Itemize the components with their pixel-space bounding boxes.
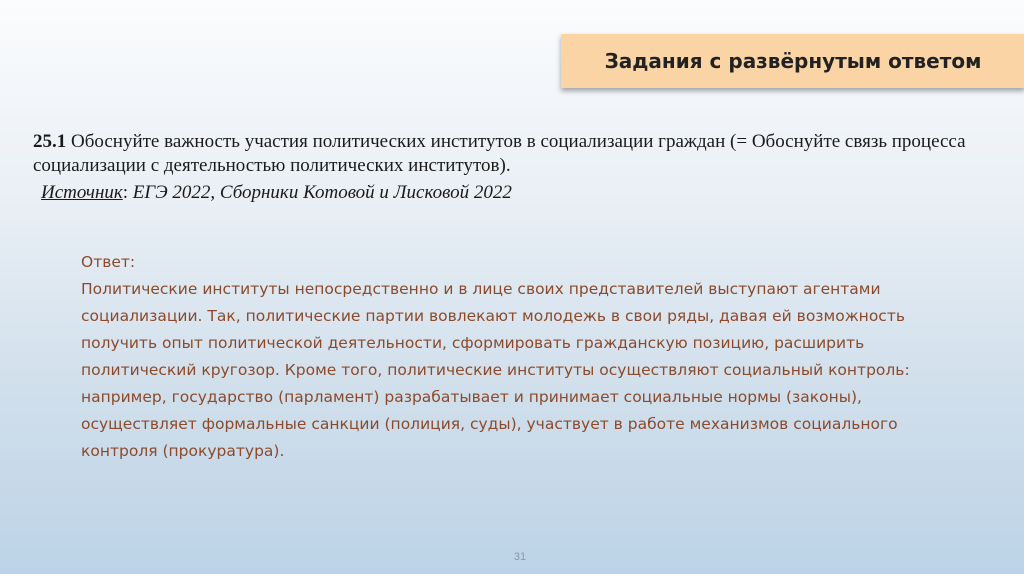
question-number: 25.1 <box>33 131 67 152</box>
source-value: ЕГЭ 2022, Сборники Котовой и Лисковой 2022 <box>132 182 512 203</box>
slide-title: Задания с развёрнутым ответом <box>604 49 982 73</box>
question-block <box>33 130 993 178</box>
answer-label: Ответ: <box>81 253 136 271</box>
title-banner <box>561 34 1024 88</box>
answer-block <box>81 249 961 465</box>
answer-text: Политические институты непосредственно и в лице своих представителей выступают агентами социализации. Так, политические партии вовлекают молодежь в свои ряды, давая ей возможность получить опыт политической деятельности, сформировать гражданскую позицию, расширить политический кругозор. Кроме того, политические институты осуществляют социальный контроль: например, государство (парламент) разрабатывает и принимает социальные нормы (законы), осуществляет формальные санкции (полиция, суды), участвует в работе механизмов социального контроля (прокуратура). <box>81 280 910 460</box>
question-text: Обоснуйте важность участия политических институтов в социализации граждан (= Обоснуйте связь процесса социализации с деятельностью политических институтов). <box>33 131 966 176</box>
page-number: 31 <box>513 551 527 563</box>
source-separator: : <box>122 182 133 203</box>
source-line <box>41 181 512 205</box>
source-label: Источник <box>41 182 123 203</box>
